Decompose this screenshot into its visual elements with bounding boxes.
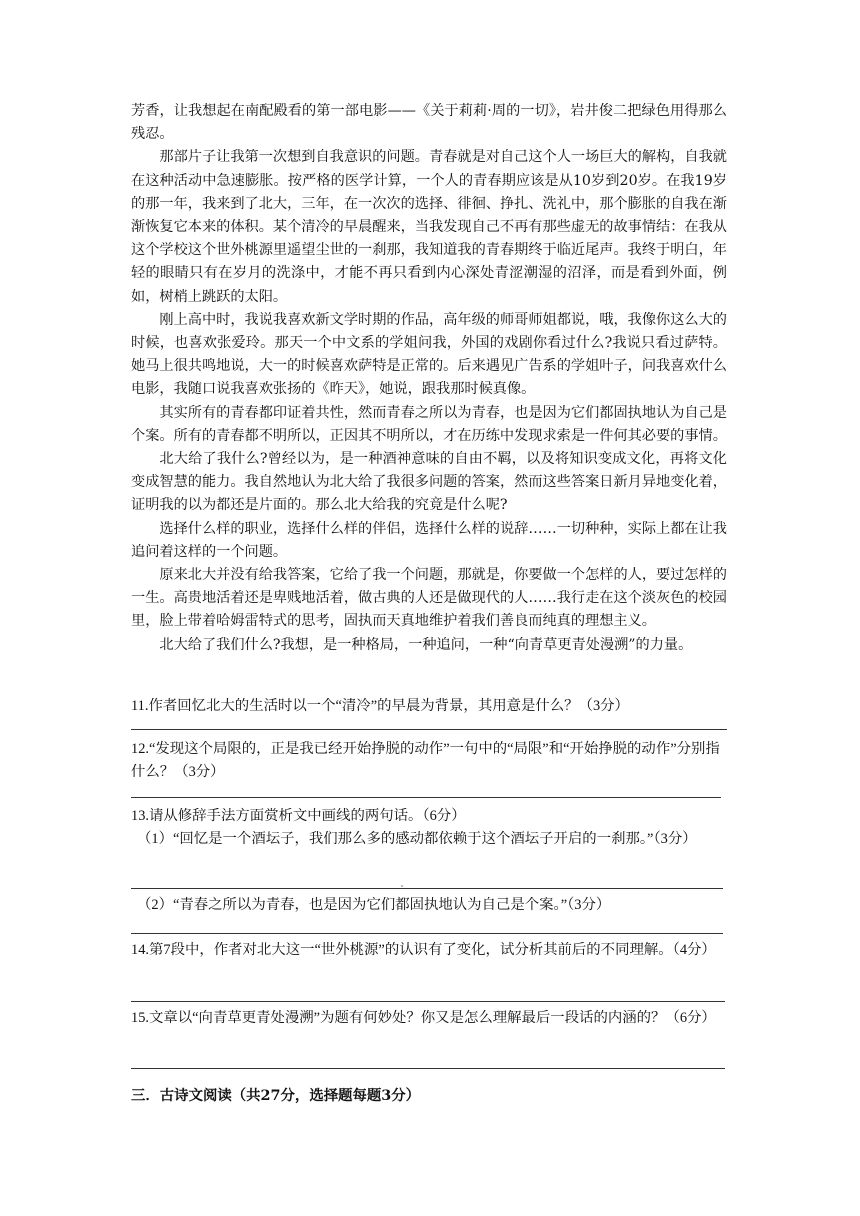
answer-line-11[interactable] (131, 729, 727, 730)
question-13-part-1: （1）“回忆是一个酒坛子，我们那么多的感动都依赖于这个酒坛子开启的一刹那。”（3分） (137, 831, 697, 847)
question-11-text: 11.作者回忆北大的生活时以一个“清冷”的早晨为背景，其用意是什么？（3分） (131, 698, 629, 714)
answer-line-14[interactable] (131, 1001, 725, 1002)
question-13-part-2: （2）“青春之所以为青春，也是因为它们都固执地认为自己是个案。”（3分） (137, 897, 611, 913)
question-14 (131, 939, 731, 962)
section-heading: 三．古诗文阅读（共27分，选择题每题3分） (131, 1087, 421, 1104)
passage-paragraph-1: 芳香，让我想起在南配殿看的第一部电影——《关于莉莉·周的一切》，岩井俊二把绿色用得那么残忍。 (131, 103, 727, 143)
answer-line-12[interactable] (131, 797, 721, 798)
passage-paragraph-6: 选择什么样的职业，选择什么样的伴侣，选择什么样的说辞……一切种种，实际上都在让我追问着这样的一个问题。 (131, 520, 727, 560)
passage-paragraph-7: 原来北大并没有给我答案，它给了我一个问题，那就是，你要做一个怎样的人，要过怎样的一生。高贵地活着还是卑贱地活着，做古典的人还是做现代的人……我行走在这个淡灰色的校园里，脸上带着哈姆雷特式的思考，固执而天真地维护着我们善良而纯真的理想主义。 (131, 567, 727, 630)
question-11 (131, 695, 731, 718)
reading-passage (131, 100, 727, 657)
passage-paragraph-8: 北大给了我们什么?我想，是一种格局，一种追问，一种“向青草更青处漫溯”的力量。 (159, 636, 693, 653)
passage-paragraph-5: 北大给了我什么?曾经以为，是一种酒神意味的自由不羁，以及将知识变成文化，再将文化变成智慧的能力。我自然地认为北大给了我很多问题的答案，然而这些答案日新月异地变化着，证明我的以为都还是片面的。那么北大给我的究竟是什么呢? (131, 451, 727, 514)
question-13-text: 13.请从修辞手法方面赏析文中画线的两句话。（6分） (131, 808, 466, 824)
question-13-part-2-block (131, 894, 731, 917)
answer-line-13-2[interactable] (131, 933, 723, 934)
question-15-text: 15.文章以“向青草更青处漫溯”为题有何妙处？你又是怎么理解最后一段话的内涵的？（6分） (131, 1010, 716, 1026)
speck-mark (401, 885, 403, 887)
passage-paragraph-4: 其实所有的青春都印证着共性，然而青春之所以为青春，也是因为它们都固执地认为自己是个案。所有的青春都不明所以，正因其不明所以，才在历练中发现求索是一件何其必要的事情。 (131, 404, 727, 444)
question-14-text: 14.第7段中，作者对北大这一“世外桃源”的认识有了变化，试分析其前后的不同理解。（4分） (131, 942, 716, 958)
question-13 (131, 805, 731, 851)
question-12 (131, 738, 731, 784)
answer-line-13-1[interactable] (131, 888, 723, 889)
answer-line-15[interactable] (131, 1068, 725, 1069)
passage-paragraph-3: 刚上高中时，我说我喜欢新文学时期的作品，高年级的师哥师姐都说，哦，我像你这么大的时候，也喜欢张爱玲。那天一个中文系的学姐问我，外国的戏剧你看过什么?我说只看过萨特。她马上很共鸣地说，大一的时候喜欢萨特是正常的。后来遇见广告系的学姐叶子，问我喜欢什么电影，我随口说我喜欢张扬的《昨天》，她说，跟我那时候真像。 (131, 311, 727, 398)
question-12-text: 12.“发现这个局限的，正是我已经开始挣脱的动作”一句中的“局限”和“开始挣脱的动作”分别指什么？（3分） (131, 741, 720, 780)
question-15 (131, 1007, 731, 1030)
passage-paragraph-2: 那部片子让我第一次想到自我意识的问题。青春就是对自己这个人一场巨大的解构，自我就在这种活动中急速膨胀。按严格的医学计算，一个人的青春期应该是从10岁到20岁。在我19岁的那一年，我来到了北大，三年，在一次次的选择、徘徊、挣扎、洗礼中，那个膨胀的自我在渐渐恢复它本来的体积。某个清冷的早晨醒来，当我发现自己不再有那些虚无的故事情结：在我从这个学校这个世外桃源里遥望尘世的一刹那，我知道我的青春期终于临近尾声。我终于明白，年轻的眼睛只有在岁月的洗涤中，才能不再只看到内心深处青涩潮湿的沼泽，而是看到外面，例如，树梢上跳跃的太阳。 (131, 149, 727, 305)
